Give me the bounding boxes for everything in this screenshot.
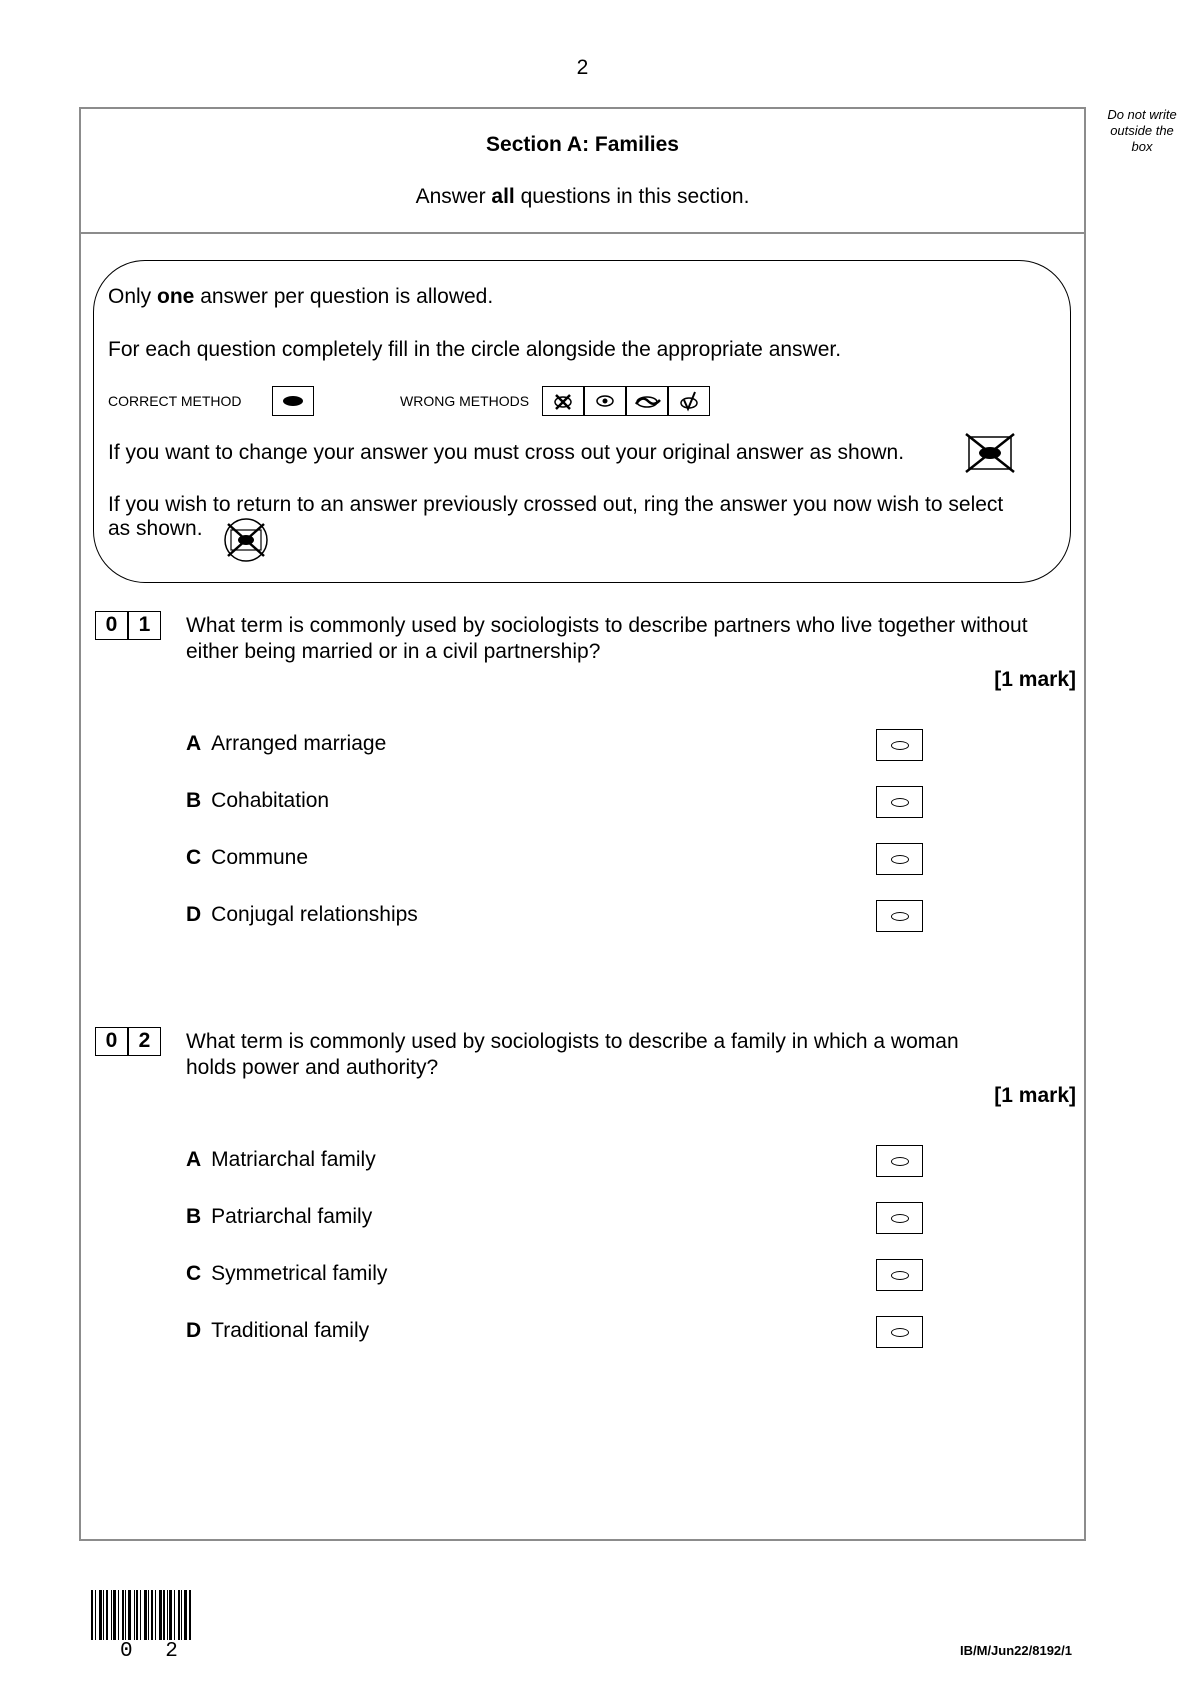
crossed-out-example-icon bbox=[964, 433, 1016, 473]
instruction-text: Answer bbox=[415, 185, 492, 208]
instruction-fill-circle: For each question completely fill in the circle alongside the appropriate answer. bbox=[108, 338, 842, 361]
answer-box-q1-a[interactable] bbox=[876, 729, 923, 761]
answer-box-q2-d[interactable] bbox=[876, 1316, 923, 1348]
instruction-text: Only bbox=[108, 285, 158, 308]
question-number-digit: 0 bbox=[95, 611, 128, 640]
option-text: Symmetrical family bbox=[211, 1262, 388, 1285]
wrong-method-scribble-icon bbox=[626, 386, 668, 416]
option-letter: D bbox=[186, 903, 202, 926]
answer-box-q1-c[interactable] bbox=[876, 843, 923, 875]
instruction-return-line2: as shown. bbox=[108, 517, 203, 540]
question-text bbox=[186, 613, 1076, 665]
filled-oval-icon bbox=[283, 396, 303, 406]
crossed-oval-icon bbox=[551, 391, 575, 411]
option-text: Arranged marriage bbox=[211, 732, 387, 755]
question-number-digit: 0 bbox=[95, 1027, 128, 1056]
option-text: Commune bbox=[211, 846, 309, 869]
paper-reference: IB/M/Jun22/8192/1 bbox=[960, 1643, 1072, 1658]
option-row bbox=[186, 789, 329, 813]
margin-note-line: outside the bbox=[1110, 123, 1174, 138]
answer-box-q1-d[interactable] bbox=[876, 900, 923, 932]
option-letter: B bbox=[186, 789, 202, 812]
ticked-oval-icon bbox=[677, 390, 701, 412]
margin-note bbox=[1098, 107, 1186, 155]
option-letter: C bbox=[186, 1262, 202, 1285]
option-letter: D bbox=[186, 1319, 202, 1342]
header-divider bbox=[79, 232, 1086, 234]
option-text: Patriarchal family bbox=[211, 1205, 373, 1228]
instruction-emphasis: all bbox=[491, 185, 515, 208]
option-letter: A bbox=[186, 732, 202, 755]
option-text: Cohabitation bbox=[211, 789, 330, 812]
page-number: 2 bbox=[576, 56, 589, 79]
option-letter: C bbox=[186, 846, 202, 869]
section-title: Section A: Families bbox=[486, 133, 679, 156]
option-letter: B bbox=[186, 1205, 202, 1228]
question-text-line: What term is commonly used by sociologists to describe partners who live together without bbox=[186, 614, 1028, 637]
answer-box-q2-b[interactable] bbox=[876, 1202, 923, 1234]
option-text: Matriarchal family bbox=[211, 1148, 376, 1171]
answer-box-q1-b[interactable] bbox=[876, 786, 923, 818]
barcode-number: 0 2 bbox=[120, 1640, 188, 1663]
question-number-digit: 1 bbox=[128, 611, 161, 640]
instruction-text: answer per question is allowed. bbox=[194, 285, 494, 308]
instruction-text: questions in this section. bbox=[514, 185, 750, 208]
scribbled-oval-icon bbox=[632, 391, 662, 411]
instruction-cross-out: If you want to change your answer you must cross out your original answer as shown. bbox=[108, 441, 905, 464]
correct-method-label: CORRECT METHOD bbox=[108, 393, 242, 409]
empty-oval-icon bbox=[891, 1328, 909, 1337]
option-row bbox=[186, 1205, 372, 1229]
marks-label: [1 mark] bbox=[994, 1084, 1076, 1107]
ringed-example-icon bbox=[218, 516, 274, 564]
option-row bbox=[186, 1262, 387, 1286]
answer-box-q2-c[interactable] bbox=[876, 1259, 923, 1291]
barcode bbox=[91, 1590, 199, 1640]
question-text-line: either being married or in a civil partnership? bbox=[186, 640, 601, 663]
question-text bbox=[186, 1029, 1076, 1081]
wrong-method-dot-icon bbox=[584, 386, 626, 416]
dotted-oval-icon bbox=[593, 391, 617, 411]
margin-note-line: box bbox=[1131, 139, 1153, 154]
question-text-line: holds power and authority? bbox=[186, 1056, 439, 1079]
margin-note-line: Do not write bbox=[1107, 107, 1177, 122]
question-number-digit: 2 bbox=[128, 1027, 161, 1056]
instruction-one-answer bbox=[108, 285, 493, 309]
empty-oval-icon bbox=[891, 741, 909, 750]
empty-oval-icon bbox=[891, 798, 909, 807]
empty-oval-icon bbox=[891, 1271, 909, 1280]
wrong-method-cross-icon bbox=[542, 386, 584, 416]
option-row bbox=[186, 903, 418, 927]
option-row bbox=[186, 1148, 376, 1172]
instruction-return-line1: If you wish to return to an answer previously crossed out, ring the answer you now wish to select bbox=[108, 493, 1004, 516]
correct-method-example bbox=[272, 386, 314, 416]
empty-oval-icon bbox=[891, 912, 909, 921]
option-text: Traditional family bbox=[211, 1319, 370, 1342]
option-row bbox=[186, 732, 386, 756]
wrong-methods-label: WRONG METHODS bbox=[400, 393, 530, 409]
section-instruction bbox=[79, 185, 1086, 209]
empty-oval-icon bbox=[891, 1157, 909, 1166]
marks-label: [1 mark] bbox=[994, 668, 1076, 691]
empty-oval-icon bbox=[891, 855, 909, 864]
option-row bbox=[186, 1319, 369, 1343]
answer-box-q2-a[interactable] bbox=[876, 1145, 923, 1177]
instruction-emphasis: one bbox=[157, 285, 195, 308]
option-letter: A bbox=[186, 1148, 202, 1171]
option-text: Conjugal relationships bbox=[211, 903, 418, 926]
empty-oval-icon bbox=[891, 1214, 909, 1223]
question-text-line: What term is commonly used by sociologists to describe a family in which a woman bbox=[186, 1030, 959, 1053]
option-row bbox=[186, 846, 308, 870]
wrong-method-tick-icon bbox=[668, 386, 710, 416]
